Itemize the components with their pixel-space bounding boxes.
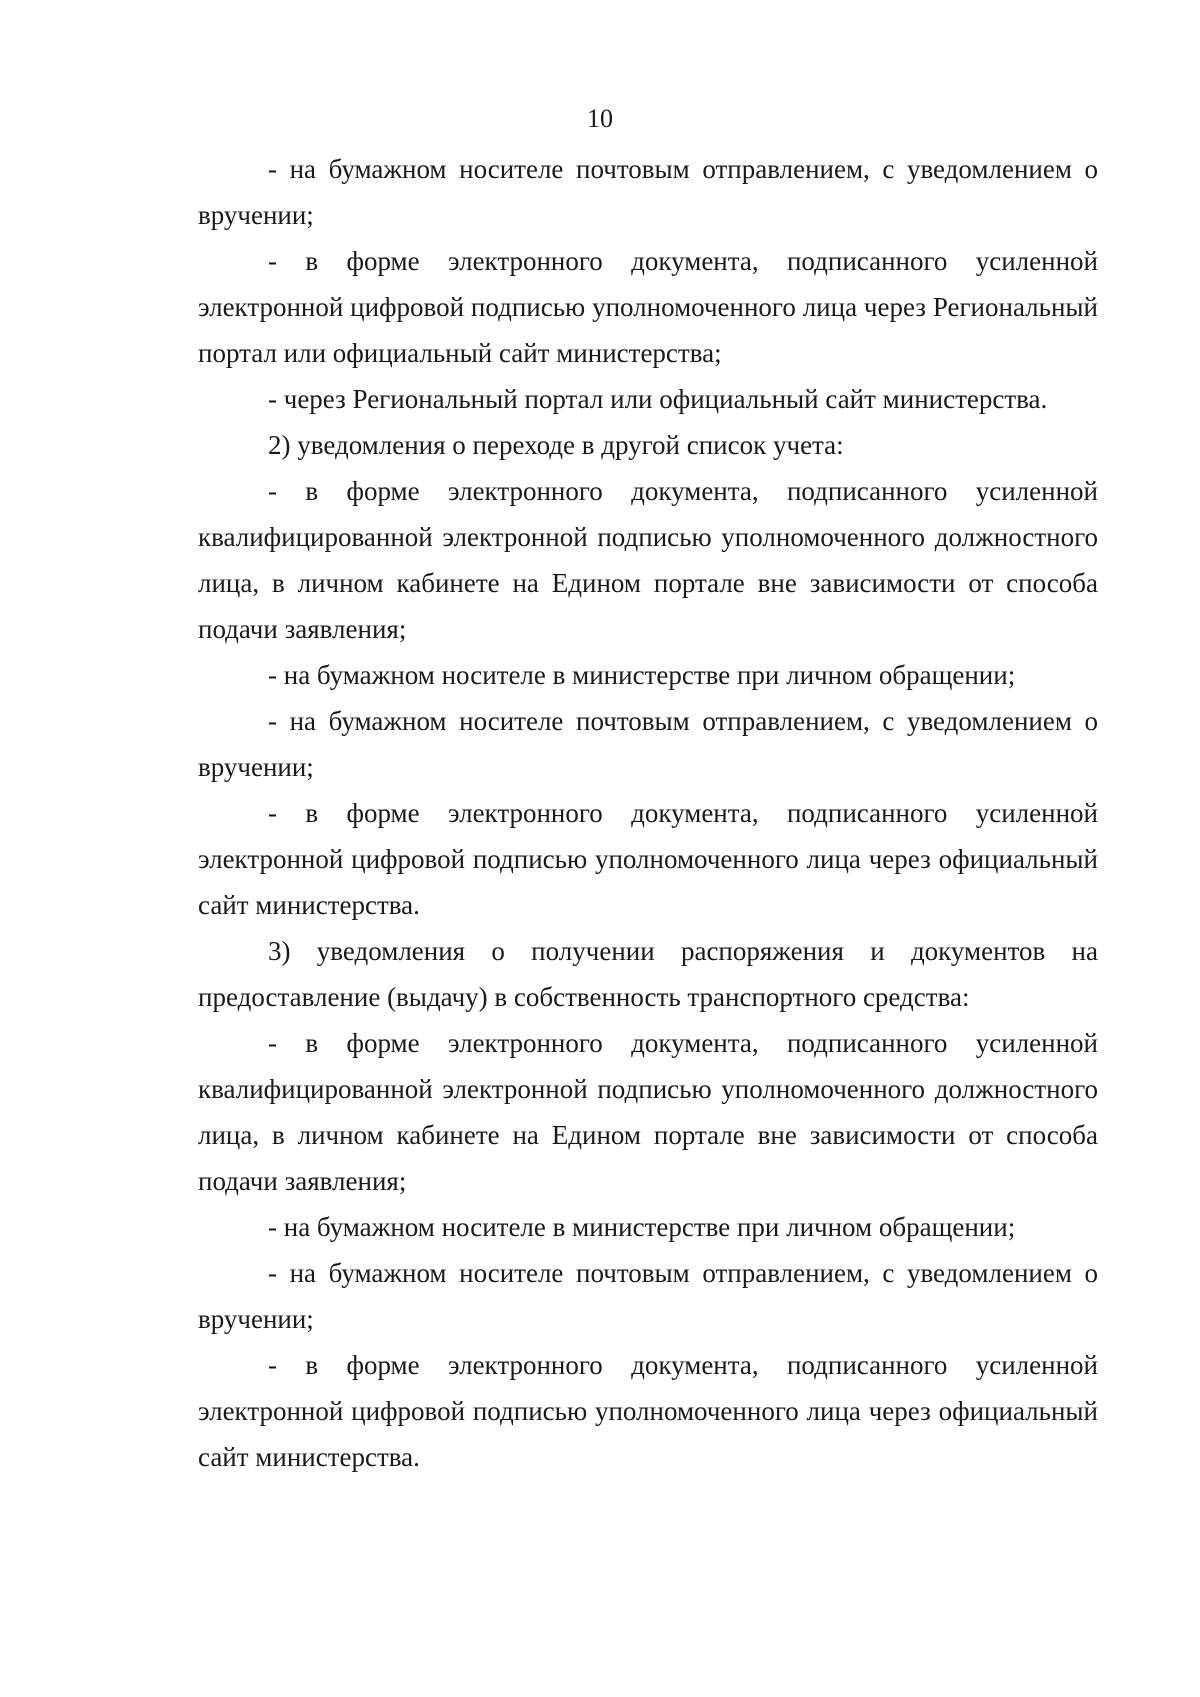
paragraph-via-regional-portal: - через Региональный портал или официальный сайт министерства. bbox=[268, 384, 1048, 414]
paragraph-electronic-unified-portal-2: - в форме электронного документа, подписанного усиленной квалифицированной электронной подписью уполномоченного должностного лица, в личном кабинете на Едином портале вне зависимости от способа подачи заявления; bbox=[198, 1028, 1098, 1196]
document-body bbox=[198, 146, 1098, 1480]
paragraph-electronic-official-site-2: - в форме электронного документа, подписанного усиленной электронной цифровой подписью уполномоченного лица через официальный сайт министерства. bbox=[198, 1350, 1098, 1472]
paragraph-electronic-official-site-1: - в форме электронного документа, подписанного усиленной электронной цифровой подписью уполномоченного лица через официальный сайт министерства. bbox=[198, 798, 1098, 920]
paragraph-delivery-mail-2: - на бумажном носителе почтовым отправлением, с уведомлением о вручении; bbox=[198, 706, 1098, 782]
paragraph-electronic-regional-portal: - в форме электронного документа, подписанного усиленной электронной цифровой подписью уполномоченного лица через Региональный портал или официальный сайт министерства; bbox=[198, 246, 1098, 368]
paragraph-paper-in-person-2: - на бумажном носителе в министерстве при личном обращении; bbox=[268, 1212, 1016, 1242]
paragraph-electronic-unified-portal-1: - в форме электронного документа, подписанного усиленной квалифицированной электронной подписью уполномоченного должностного лица, в личном кабинете на Едином портале вне зависимости от способа подачи заявления; bbox=[198, 476, 1098, 644]
page-number: 10 bbox=[587, 104, 613, 133]
paragraph-delivery-mail-3: - на бумажном носителе почтовым отправлением, с уведомлением о вручении; bbox=[198, 1258, 1098, 1334]
paragraph-delivery-mail-1: - на бумажном носителе почтовым отправлением, с уведомлением о вручении; bbox=[198, 154, 1098, 230]
paragraph-item-3-heading: 3) уведомления о получении распоряжения и документов на предоставление (выдачу) в собственность транспортного средства: bbox=[198, 936, 1098, 1012]
paragraph-item-2-heading: 2) уведомления о переходе в другой список учета: bbox=[268, 430, 844, 460]
paragraph-paper-in-person-1: - на бумажном носителе в министерстве при личном обращении; bbox=[268, 660, 1016, 690]
